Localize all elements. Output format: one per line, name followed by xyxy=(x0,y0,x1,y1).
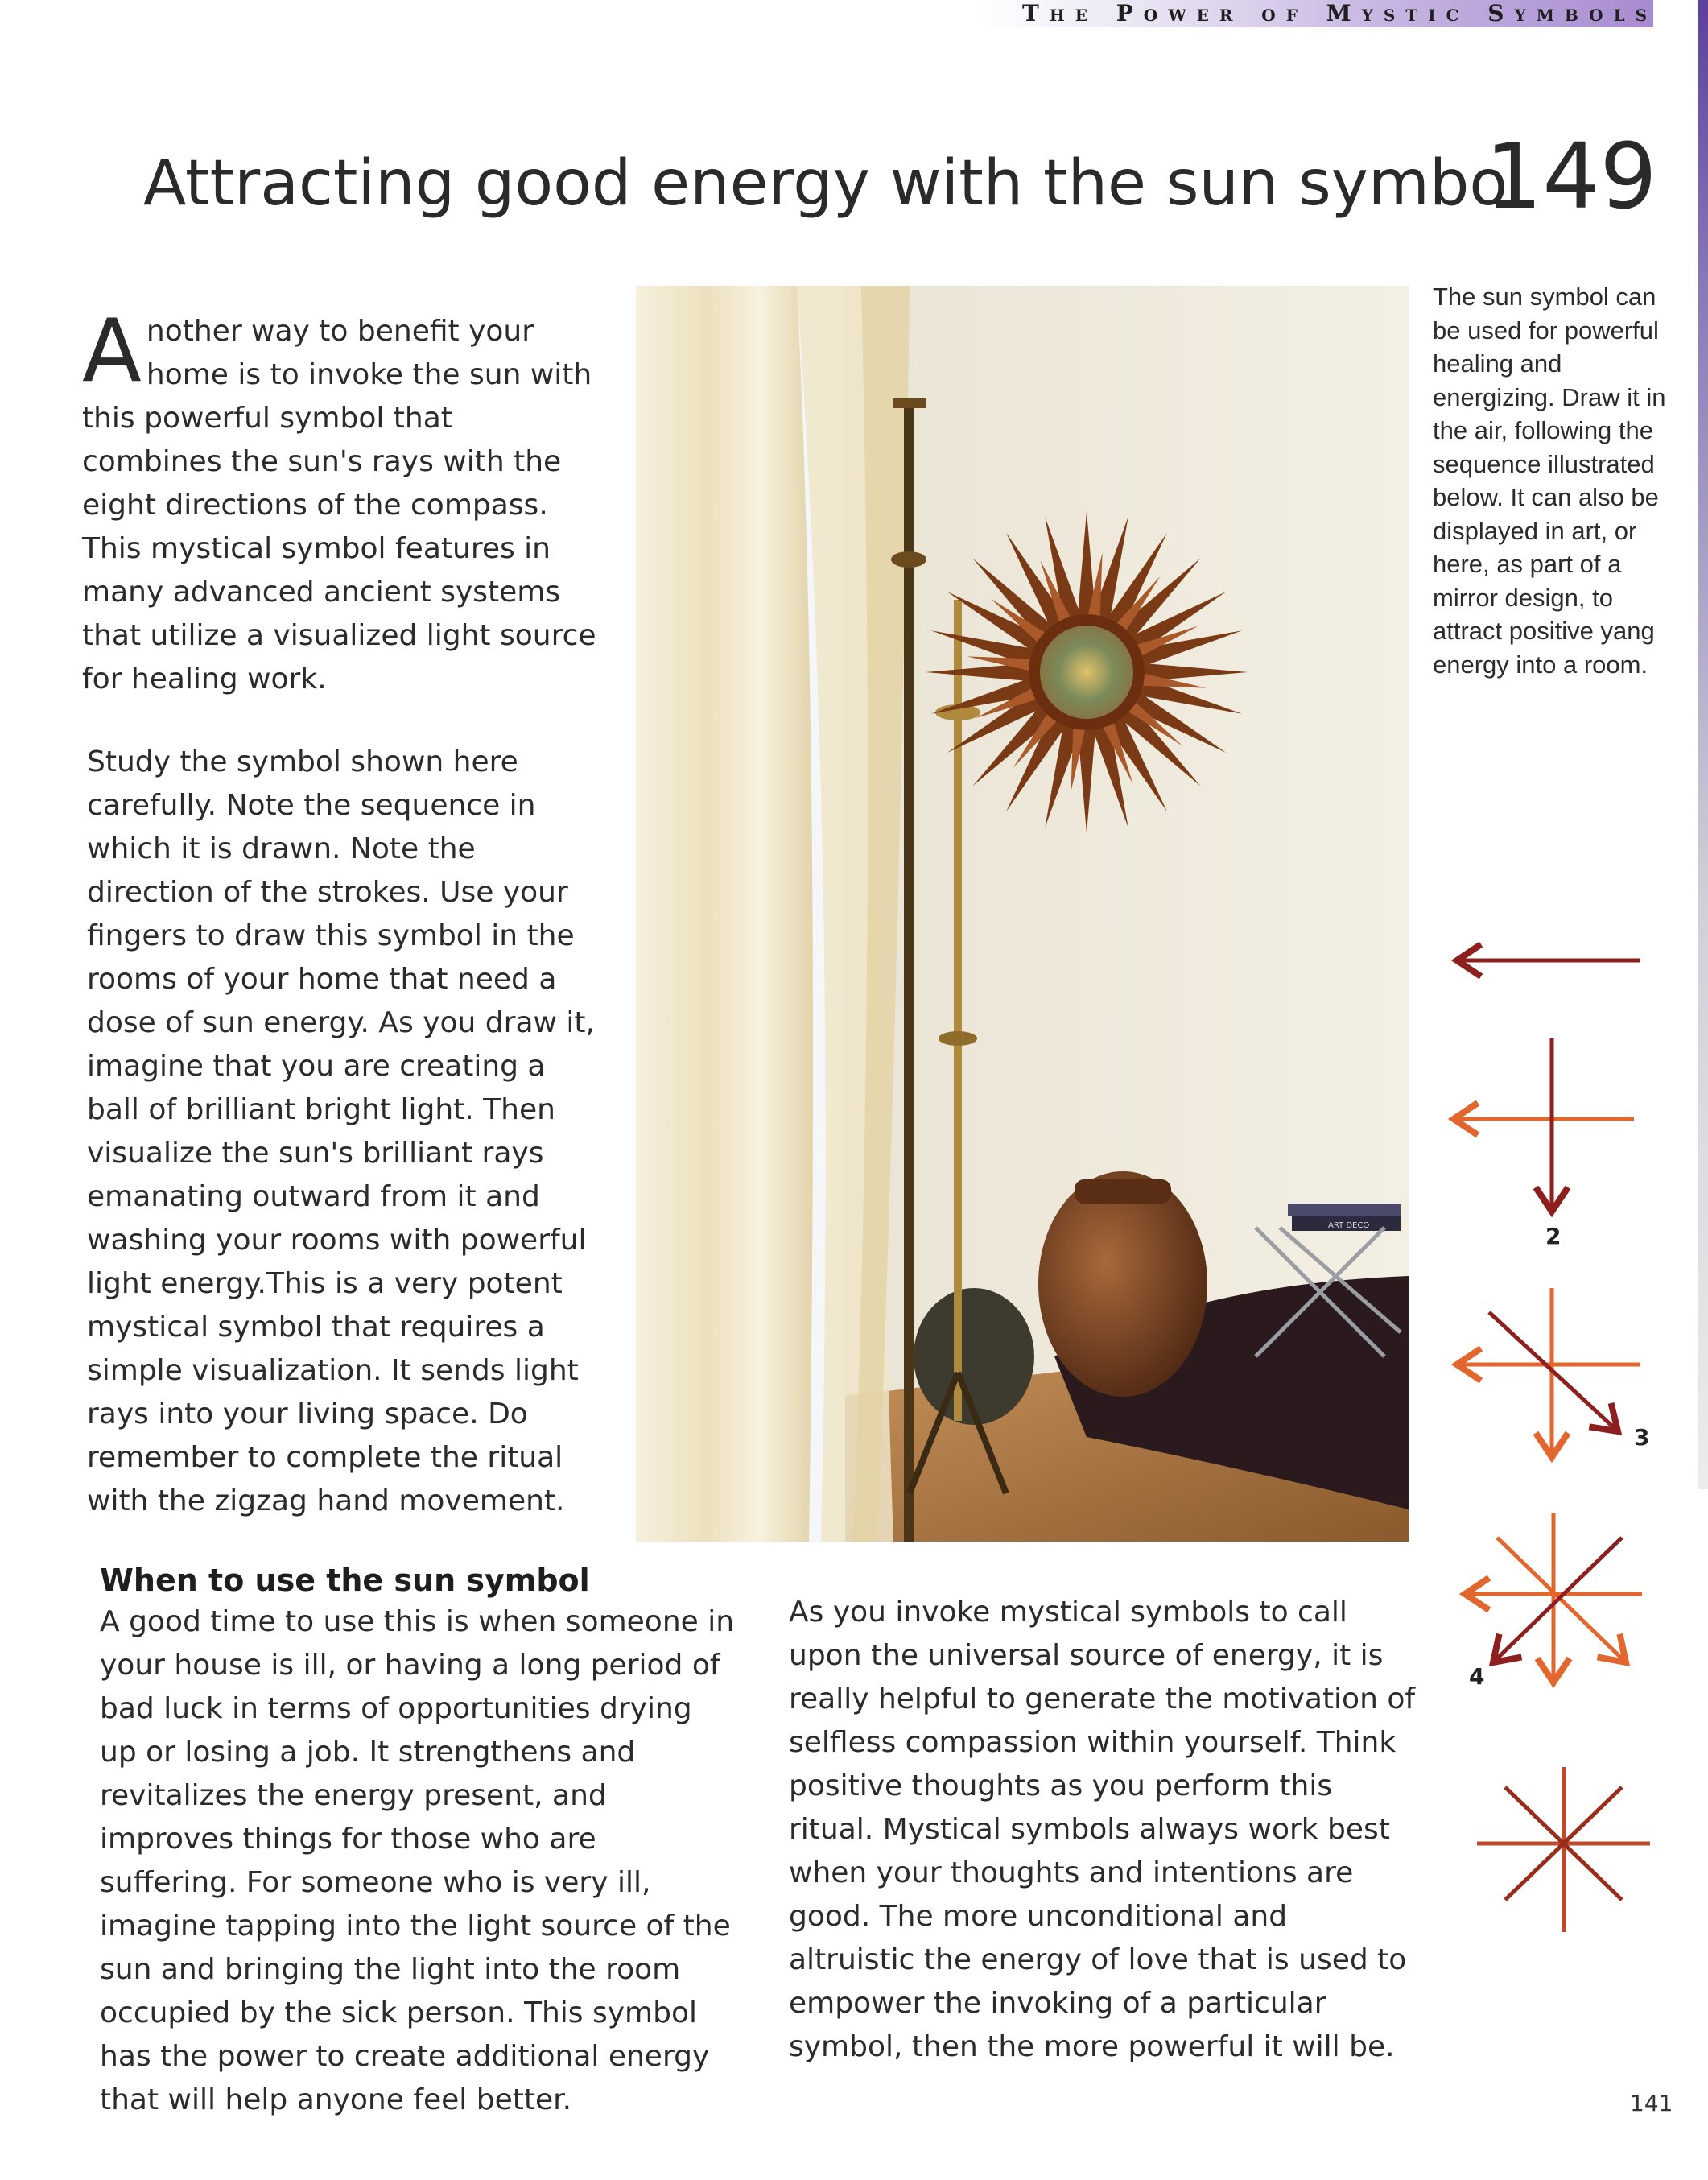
sequence-step-4 xyxy=(1465,1513,1642,1690)
step-label-2: 2 xyxy=(1545,1223,1562,1249)
photo-caption: The sun symbol can be used for powerful healing and energizing. Draw it in the air, following the sequence illustrated below. It can also be displayed in art, or here, as part of a mirror design, to attract positive yang energy into a room. xyxy=(1433,283,1666,679)
sequence-step-2 xyxy=(1454,1038,1634,1249)
room-photo xyxy=(636,286,1409,1542)
page-title: Attracting good energy with the sun symbol xyxy=(143,147,1525,220)
curtain-left xyxy=(636,286,813,1542)
urn-neck xyxy=(1075,1179,1171,1204)
sequence-step-5-final xyxy=(1477,1767,1650,1932)
intro-text: nother way to benefit your home is to invoke the sun with this powerful symbol that combines the sun's rays with the eight directions of the compass. This mystical symbol features in many advanced ancient systems that utilize a visualized light source for healing work. xyxy=(82,315,596,696)
motivation-paragraph: As you invoke mystical symbols to call upon the universal source of energy, it is really helpful to generate the motivation of selfless compassion within yourself. Think positive thoughts as you perform this ritual. Mystical symbols always work best when your thoughts and intentions are good. The more unconditional and altruistic the energy of love that is used to empower the invoking of a particular symbol, then the more powerful it will be. xyxy=(789,1596,1416,2063)
book-stack xyxy=(1288,1204,1401,1216)
step-label-4: 4 xyxy=(1469,1663,1485,1690)
section-heading: When to use the sun symbol xyxy=(100,1563,590,1598)
sun-mirror xyxy=(926,511,1248,833)
page-edge-strip xyxy=(1698,0,1708,1489)
when-paragraph: A good time to use this is when someone in your house is ill, or having a long period of bad luck in terms of opportunities drying up or losing a job. It strengthens and revitalizes the energy present, and improves things for those who are suffering. For someone who is very ill, imagine tapping into the light source of the sun and bringing the light into the room occupied by the sick person. This symbol has the power to create additional energy that will help anyone feel better. xyxy=(100,1605,735,2116)
running-header: The Power of Mystic Symbols xyxy=(1022,0,1658,27)
sun-symbol-sequence xyxy=(1433,910,1674,1940)
entry-number: 149 xyxy=(1485,125,1657,229)
book-spine-label: ART DECO xyxy=(1328,1221,1370,1230)
intro-paragraph xyxy=(82,301,597,701)
room-photo-illustration xyxy=(636,286,1409,1542)
urn xyxy=(1038,1171,1207,1397)
drop-cap: A xyxy=(82,301,142,402)
step-label-3: 3 xyxy=(1634,1424,1650,1451)
page-number: 141 xyxy=(1630,2090,1673,2116)
sequence-step-3 xyxy=(1457,1288,1649,1457)
study-paragraph: Study the symbol shown here carefully. Note the sequence in which it is drawn. Note the direction of the strokes. Use your fingers to draw this symbol in the rooms of your home that need a dose of sun energy. As you draw it, imagine that you are creating a ball of brilliant bright light. Then visualize the sun's brilliant rays emanating outward from it and washing your rooms with powerful light energy.This is a very potent mystical symbol that requires a simple visualization. It sends light rays into your living space. Do remember to complete the ritual with the zigzag hand movement. xyxy=(87,745,595,1517)
